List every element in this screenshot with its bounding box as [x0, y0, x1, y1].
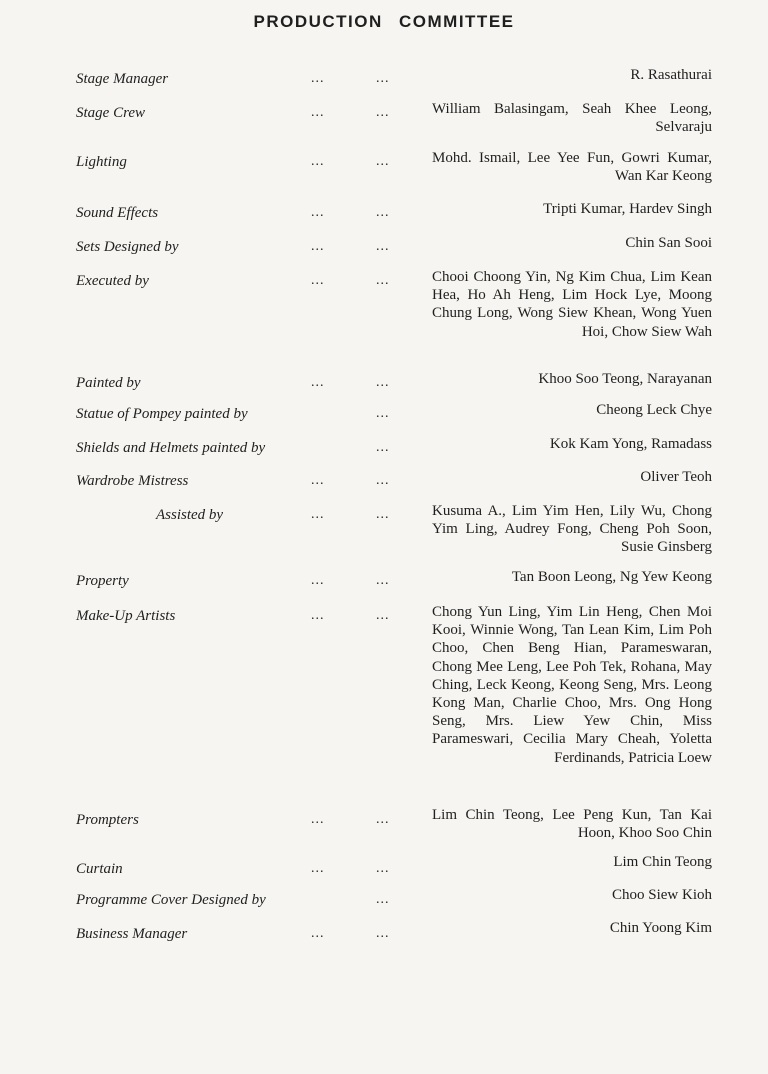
leader-dots: ...: [376, 926, 390, 941]
leader-dots: ...: [311, 573, 325, 588]
leader-dots: ...: [376, 406, 390, 421]
credit-names: Chooi Choong Yin, Ng Kim Chua, Lim Kean Hea, Ho Ah Heng, Lim Hock Lye, Moong Chung Long, Wong Siew Khean, Wong Yuen Hoi, Chow Siew Wah: [432, 269, 712, 340]
credit-names: Lim Chin Teong, Lee Peng Kun, Tan Kai Hoon, Khoo Soo Chin: [432, 807, 712, 842]
credit-role: Executed by: [76, 273, 149, 289]
credit-role: Curtain: [76, 861, 123, 877]
leader-dots: ...: [311, 861, 325, 876]
leader-dots: ...: [376, 608, 390, 623]
credit-names: Choo Siew Kioh: [611, 887, 712, 903]
credit-names: Oliver Teoh: [640, 469, 712, 485]
credit-names: Kusuma A., Lim Yim Hen, Lily Wu, Chong Yim Ling, Audrey Fong, Cheng Poh Soon, Susie Ginsberg: [432, 503, 712, 556]
leader-dots: ...: [376, 273, 390, 288]
credit-names: Tripti Kumar, Hardev Singh: [543, 201, 712, 217]
credit-role: Make-Up Artists: [76, 608, 176, 624]
leader-dots: ...: [311, 608, 325, 623]
page-title: PRODUCTION COMMITTEE: [253, 12, 515, 31]
credit-names: Chin Yoong Kim: [609, 920, 712, 936]
credit-names: Tan Boon Leong, Ng Yew Keong: [511, 569, 712, 585]
leader-dots: ...: [311, 239, 325, 254]
leader-dots: ...: [376, 105, 390, 120]
credit-role: Statue of Pompey painted by: [76, 406, 248, 422]
credit-role: Lighting: [76, 154, 127, 170]
leader-dots: ...: [311, 105, 325, 120]
leader-dots: ...: [376, 473, 390, 488]
credit-names: Lim Chin Teong: [613, 854, 712, 870]
leader-dots: ...: [311, 205, 325, 220]
credit-names: Chin San Sooi: [625, 235, 712, 251]
leader-dots: ...: [376, 507, 390, 522]
credit-role: Stage Manager: [76, 71, 169, 87]
leader-dots: ...: [311, 154, 325, 169]
credit-names: William Balasingam, Seah Khee Leong, Selvaraju: [432, 101, 712, 136]
credit-names: Mohd. Ismail, Lee Yee Fun, Gowri Kumar, Wan Kar Keong: [432, 150, 712, 185]
leader-dots: ...: [311, 473, 325, 488]
leader-dots: ...: [376, 440, 390, 455]
leader-dots: ...: [376, 239, 390, 254]
leader-dots: ...: [376, 71, 390, 86]
leader-dots: ...: [311, 812, 325, 827]
credit-role: Painted by: [76, 375, 141, 391]
leader-dots: ...: [311, 273, 325, 288]
leader-dots: ...: [311, 926, 325, 941]
credit-role: Business Manager: [76, 926, 188, 942]
credit-role: Programme Cover Designed by: [76, 892, 266, 908]
credit-names: Chong Yun Ling, Yim Lin Heng, Chen Moi Kooi, Winnie Wong, Tan Lean Kim, Lim Poh Choo, Chen Beng Hian, Parameswaran, Chong Mee Leng, Lee Poh Tek, Rohana, May Ching, Leck Keong, Keong Seng, Mrs. Leong Kong Man, Charlie Choo, Mrs. Ong Hong Seng, Mrs. Liew Yew Chin, Miss Parameswari, Cecilia Mary Cheah, Yoletta Ferdinands, Patricia Loew: [432, 604, 712, 766]
credit-role: Sets Designed by: [76, 239, 179, 255]
leader-dots: ...: [311, 375, 325, 390]
credit-role: Stage Crew: [76, 105, 146, 121]
credit-role: Sound Effects: [76, 205, 159, 221]
credit-names: R. Rasathurai: [630, 67, 712, 83]
credit-role: Shields and Helmets painted by: [76, 440, 266, 456]
leader-dots: ...: [376, 861, 390, 876]
leader-dots: ...: [376, 375, 390, 390]
credit-names: Kok Kam Yong, Ramadass: [549, 436, 712, 452]
leader-dots: ...: [376, 154, 390, 169]
credit-names: Cheong Leck Chye: [596, 402, 712, 418]
credit-names: Khoo Soo Teong, Narayanan: [538, 371, 712, 387]
leader-dots: ...: [376, 812, 390, 827]
leader-dots: ...: [311, 507, 325, 522]
leader-dots: ...: [311, 71, 325, 86]
leader-dots: ...: [376, 205, 390, 220]
credit-role: Assisted by: [156, 507, 224, 523]
credit-role: Wardrobe Mistress: [76, 473, 189, 489]
leader-dots: ...: [376, 892, 390, 907]
leader-dots: ...: [376, 573, 390, 588]
credit-role: Prompters: [76, 812, 139, 828]
credit-role: Property: [76, 573, 129, 589]
